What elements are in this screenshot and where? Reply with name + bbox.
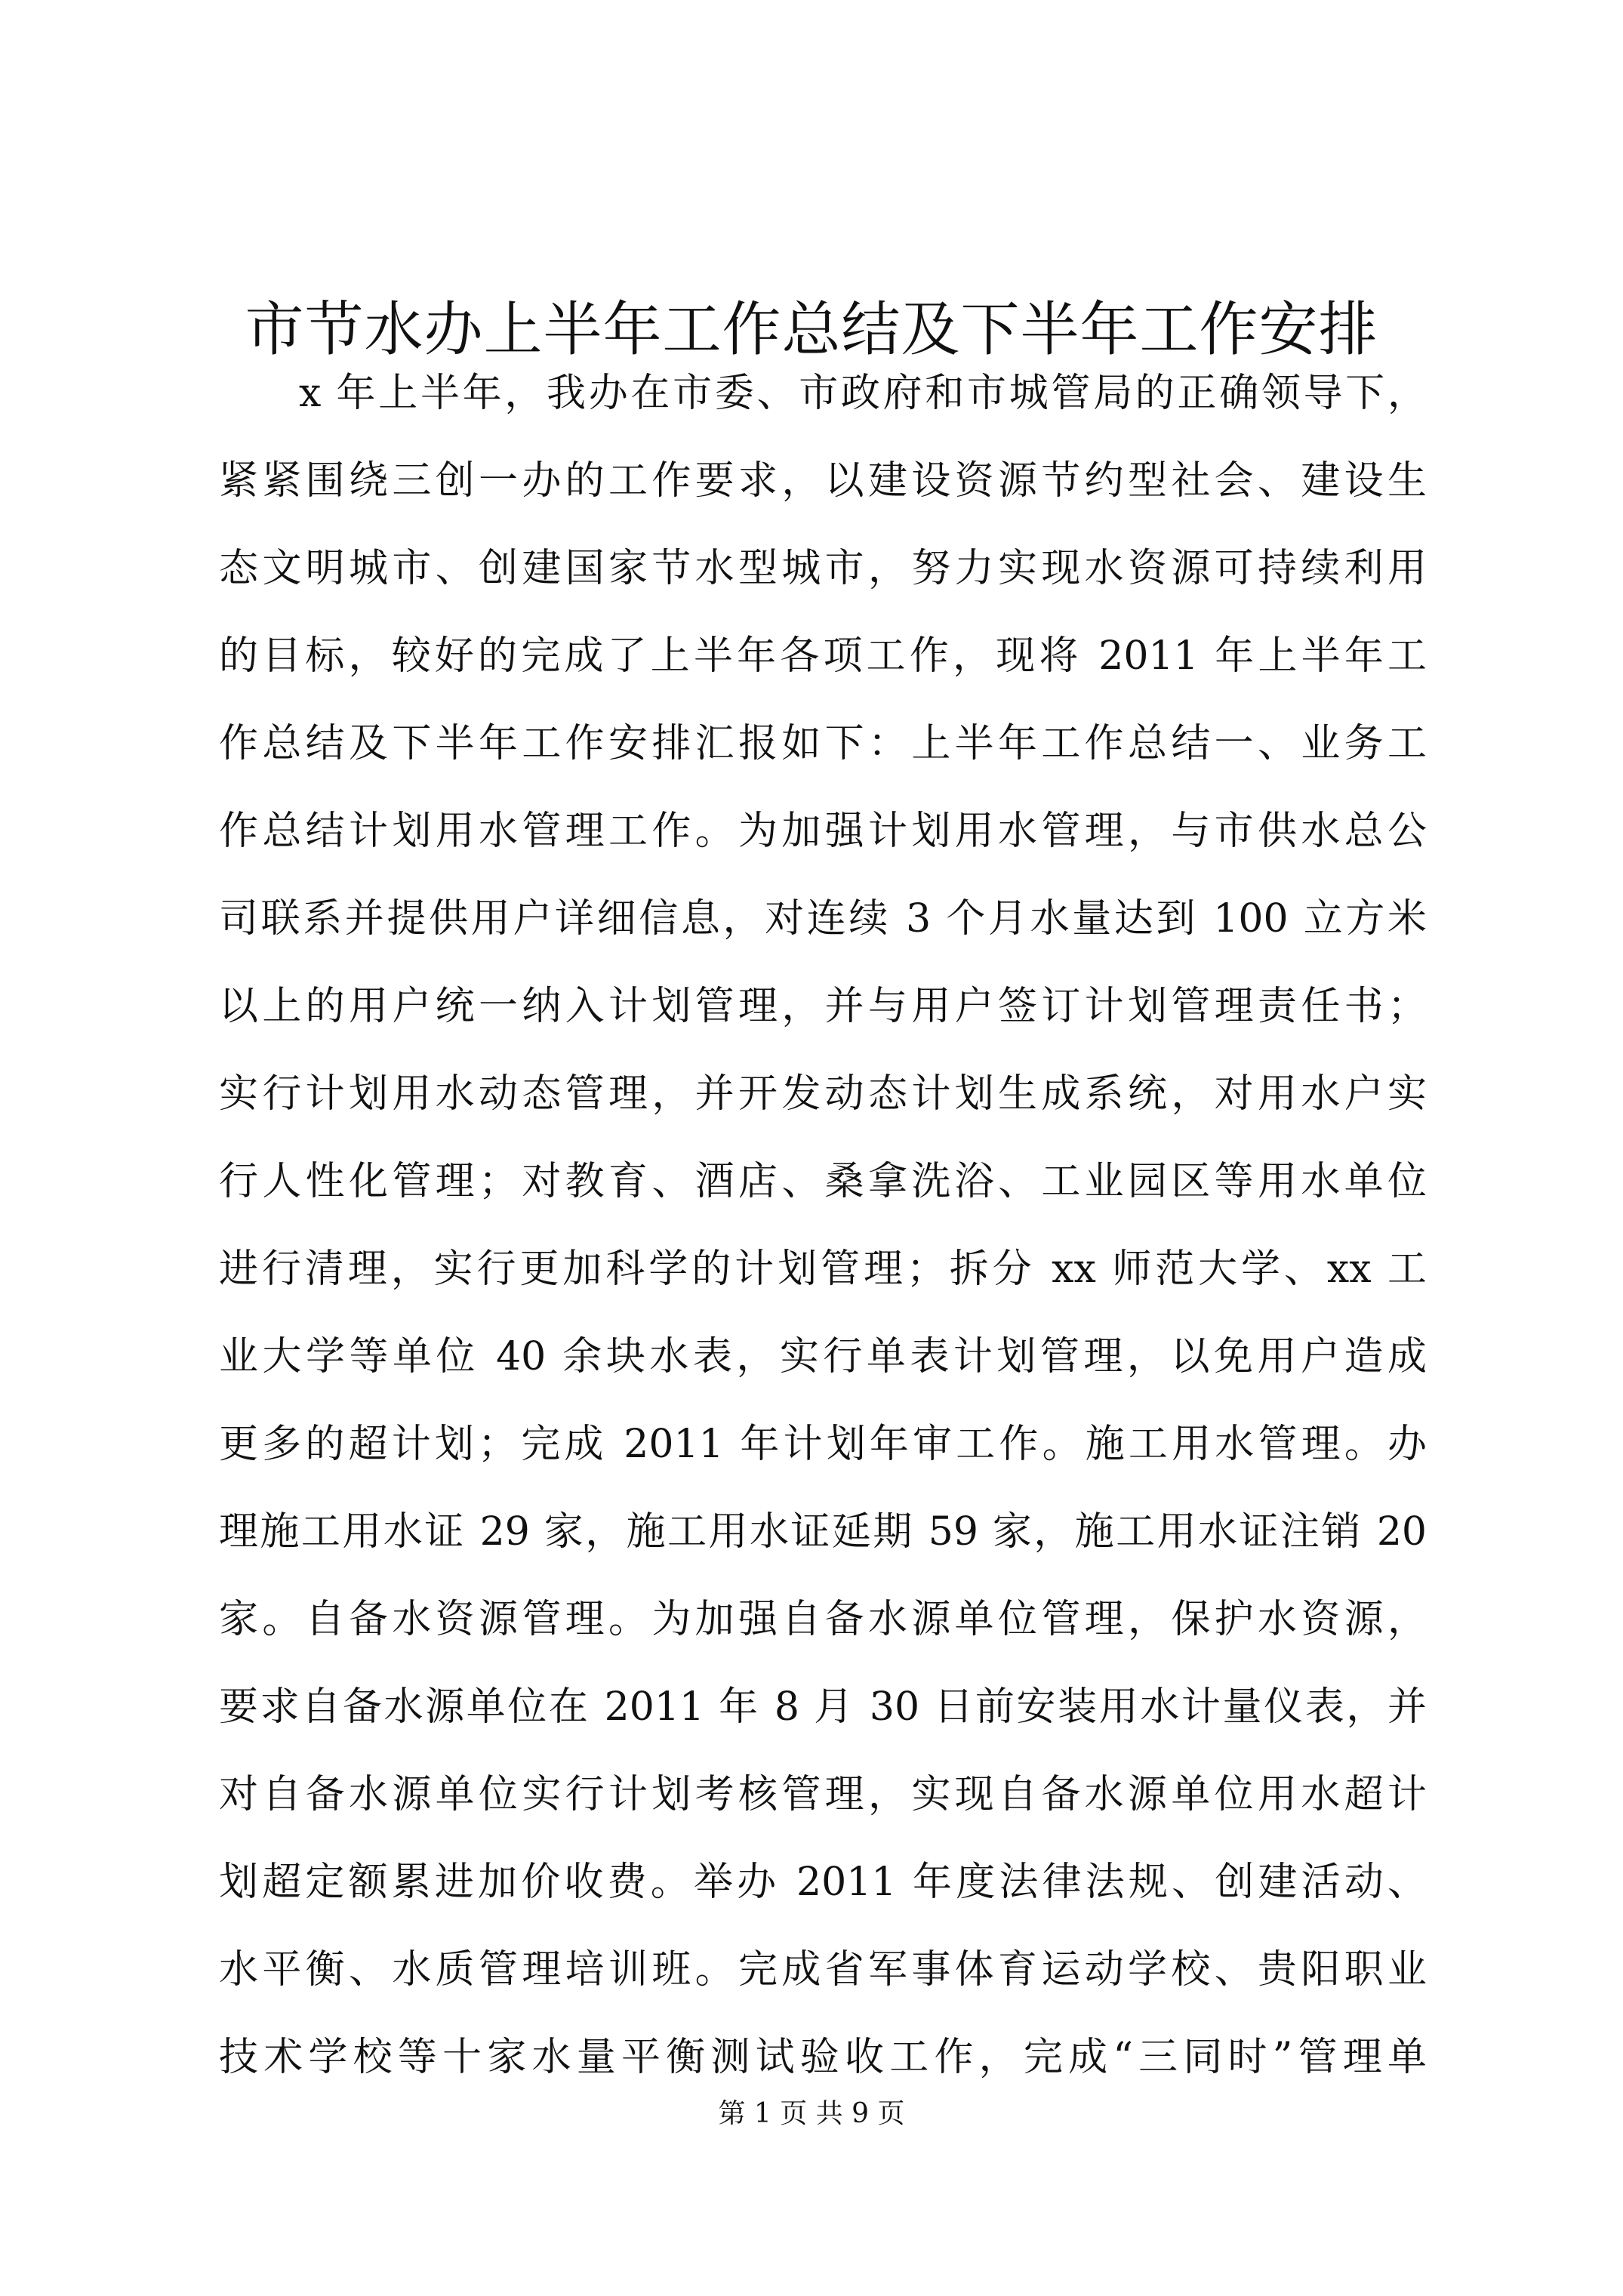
body-line: 态文明城市、创建国家节水型城市，努力实现水资源可持续利用 <box>219 546 1427 591</box>
body-line: 作总结及下半年工作安排汇报如下：上半年工作总结一、业务工 <box>219 721 1427 766</box>
body-line: 技术学校等十家水量平衡测试验收工作，完成“三同时”管理单 <box>219 2035 1427 2080</box>
body-line: 作总结计划用水管理工作。为加强计划用水管理，与市供水总公 <box>219 809 1427 854</box>
page-number-footer: 第 1 页 共 9 页 <box>718 2098 905 2129</box>
body-line: 对自备水源单位实行计划考核管理，实现自备水源单位用水超计 <box>219 1772 1427 1817</box>
body-line: 的目标，较好的完成了上半年各项工作，现将 2011 年上半年工 <box>219 633 1427 679</box>
document-title: 市节水办上半年工作总结及下半年工作安排 <box>245 296 1378 364</box>
body-line: 司联系并提供用户详细信息，对连续 3 个月水量达到 100 立方米 <box>219 896 1427 942</box>
body-line: 水平衡、水质管理培训班。完成省军事体育运动学校、贵阳职业 <box>219 1947 1427 1992</box>
body-line: 理施工用水证 29 家，施工用水证延期 59 家，施工用水证注销 20 <box>219 1509 1427 1555</box>
body-line: 更多的超计划；完成 2011 年计划年审工作。施工用水管理。办 <box>219 1422 1427 1467</box>
body-line: 进行清理，实行更加科学的计划管理；拆分 xx 师范大学、xx 工 <box>219 1247 1427 1292</box>
body-line: 行人性化管理；对教育、酒店、桑拿洗浴、工业园区等用水单位 <box>219 1159 1427 1204</box>
body-line: 要求自备水源单位在 2011 年 8 月 30 日前安装用水计量仪表，并 <box>219 1684 1427 1730</box>
body-line: 紧紧围绕三创一办的工作要求，以建设资源节约型社会、建设生 <box>219 458 1427 504</box>
body-line: 以上的用户统一纳入计划管理，并与用户签订计划管理责任书； <box>219 984 1427 1029</box>
body-line: 划超定额累进加价收费。举办 2011 年度法律法规、创建活动、 <box>219 1860 1427 1905</box>
body-line: 实行计划用水动态管理，并开发动态计划生成系统，对用水户实 <box>219 1071 1427 1117</box>
body-line: x 年上半年，我办在市委、市政府和市城管局的正确领导下， <box>299 371 1427 416</box>
body-line: 家。自备水资源管理。为加强自备水源单位管理，保护水资源， <box>219 1597 1427 1642</box>
body-line: 业大学等单位 40 余块水表，实行单表计划管理，以免用户造成 <box>219 1334 1427 1379</box>
